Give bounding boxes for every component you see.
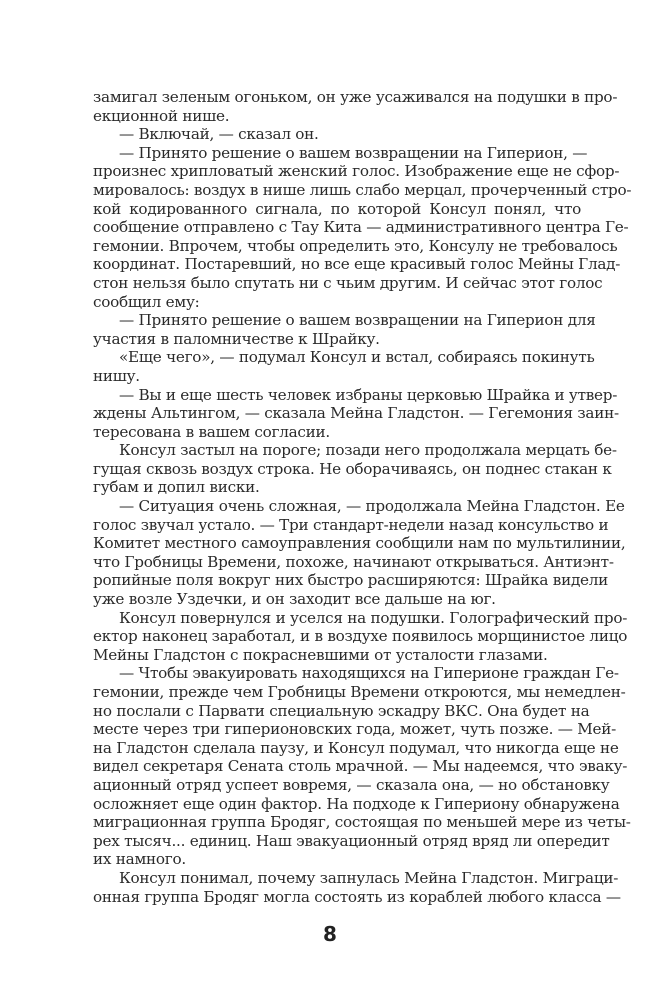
text-line: — Чтобы эвакуировать находящихся на Гиперионе граждан Ге- (119, 664, 619, 683)
text-line: замигал зеленым огоньком, он уже усаживался на подушки в про- (93, 88, 618, 106)
text-line: сообщение отправлено с Тау Кита — административного центра Ге- (93, 218, 629, 237)
text-line: — Включай, — сказал он. (119, 125, 319, 144)
text-line: — Принято решение о вашем возвращении на Гиперион, — (119, 143, 588, 162)
text-line: тересована в вашем согласии. (93, 422, 330, 441)
text-line: «Еще чего», — подумал Консул и встал, собираясь покинуть (119, 348, 595, 367)
text-line: уже возле Уздечки, и он заходит все дальше на юг. (93, 590, 496, 609)
text-line: но послали с Парвати специальную эскадру ВКС. Она будет на (93, 701, 590, 720)
text-line: Консул понимал, почему запнулась Мейна Гладстон. Миграци- (119, 868, 619, 887)
text-line: на Гладстон сделала паузу, и Консул подумал, что никогда еще не (93, 738, 619, 757)
text-line: Консул застыл на пороге; позади него продолжала мерцать бе- (119, 441, 617, 460)
book-page-text (93, 88, 632, 906)
text-line: произнес хрипловатый женский голос. Изображение еще не сфор- (93, 162, 620, 181)
text-line: онная группа Бродяг могла состоять из кораблей любого класса — (93, 887, 621, 906)
text-line: голос звучал устало. — Три стандарт-недели назад консульство и (93, 515, 609, 534)
text-line: участия в паломничестве к Шрайку. (93, 329, 380, 348)
text-line: осложняет еще один фактор. На подходе к Гипериону обнаружена (93, 794, 620, 813)
page-number: 8 (323, 922, 337, 946)
text-line: что Гробницы Времени, похоже, начинают открываться. Антиэнт- (93, 552, 614, 571)
text-line: Комитет местного самоуправления сообщили нам по мультилинии, (93, 534, 626, 553)
text-line: месте через три гиперионовских года, может, чуть позже. — Мей- (93, 720, 617, 739)
text-line: екционной нише. (93, 106, 230, 125)
text-line: рех тысяч... единиц. Наш эвакуационный отряд вряд ли опередит (93, 831, 610, 850)
text-line: стон нельзя было спутать ни с чьим другим. И сейчас этот голос (93, 273, 603, 292)
text-line: ационный отряд успеет вовремя, — сказала она, — но обстановку (93, 775, 610, 794)
text-line: гемонии, прежде чем Гробницы Времени откроются, мы немедлен- (93, 683, 626, 701)
text-line: губам и допил виски. (93, 478, 260, 497)
text-line: Консул повернулся и уселся на подушки. Голографический про- (119, 608, 628, 627)
text-line: сообщил ему: (93, 292, 200, 311)
text-line: миграционная группа Бродяг, состоящая по меньшей мере из четы- (93, 813, 631, 832)
text-line: — Принято решение о вашем возвращении на Гиперион для (119, 311, 596, 330)
text-line: гемонии. Впрочем, чтобы определить это, Консулу не требовалось (93, 236, 618, 255)
text-line: видел секретаря Сената столь мрачной. — Мы надеемся, что эваку- (93, 757, 628, 776)
text-line: нишу. (93, 366, 140, 385)
text-line: координат. Постаревший, но все еще красивый голос Мейны Глад- (93, 255, 621, 274)
text-line: ждены Альтингом, — сказала Мейна Гладстон. — Гегемония заин- (93, 404, 619, 423)
text-line: Мейны Гладстон с покрасневшими от усталости глазами. (93, 645, 548, 664)
text-line: кой кодированного сигнала, по которой Консул понял, что (93, 199, 581, 218)
text-line: ектор наконец заработал, и в воздухе появилось морщинистое лицо (93, 627, 628, 646)
text-line: гущая сквозь воздух строка. Не оборачиваясь, он поднес стакан к (93, 459, 612, 478)
text-line: их намного. (93, 850, 186, 869)
text-line: — Ситуация очень сложная, — продолжала Мейна Гладстон. Ее (119, 497, 625, 516)
text-line: — Вы и еще шесть человек избраны церковью Шрайка и утвер- (119, 385, 618, 404)
text-line: мировалось: воздух в нише лишь слабо мерцал, прочерченный стро- (93, 180, 632, 199)
text-line: ропийные поля вокруг них быстро расширяются: Шрайка видели (93, 571, 609, 590)
